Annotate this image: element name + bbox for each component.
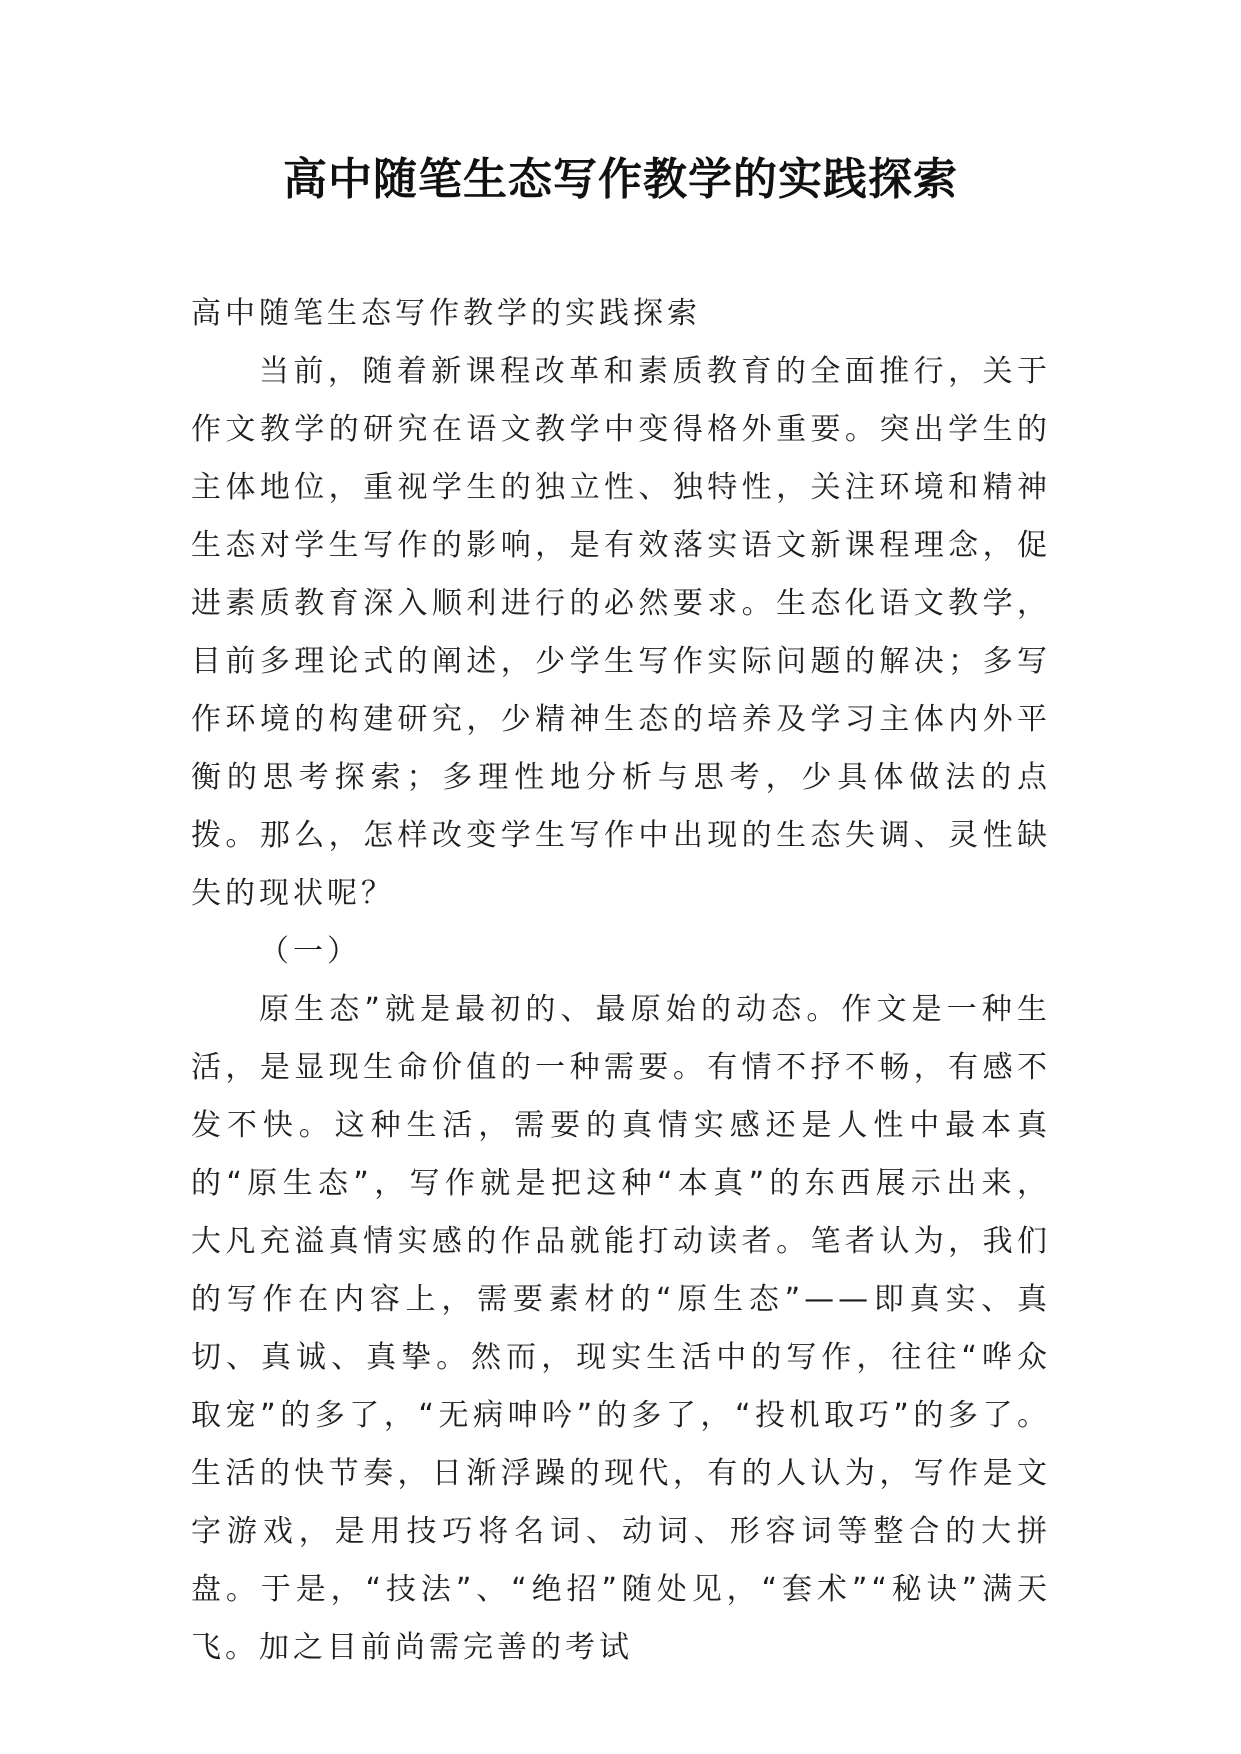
paragraph-original-ecology: 原生态”就是最初的、最原始的动态。作文是一种生活，是显现生命价值的一种需要。有情不抒不畅，有感不发不快。这种生活，需要的真情实感还是人性中最本真的“原生态”，写作就是把这种“本真”的东西展示出来，大凡充溢真情实感的作品就能打动读者。笔者认为，我们的写作在内容上，需要素材的“原生态”——即真实、真切、真诚、真挚。然而，现实生活中的写作，往往“哗众取宠”的多了，“无病呻吟”的多了，“投机取巧”的多了。生活的快节奏，日渐浮躁的现代，有的人认为，写作是文字游戏，是用技巧将名词、动词、形容词等整合的大拼盘。于是，“技法”、“绝招”随处见，“套术”“秘诀”满天飞。加之目前尚需完善的考试 bbox=[191, 992, 1051, 1665]
paragraph-intro: 当前，随着新课程改革和素质教育的全面推行，关于作文教学的研究在语文教学中变得格外重要。突出学生的主体地位，重视学生的独立性、独特性，关注环境和精神生态对学生写作的影响，是有效落实语文新课程理念，促进素质教育深入顺利进行的必然要求。生态化语文教学，目前多理论式的阐述，少学生写作实际问题的解决；多写作环境的构建研究，少精神生态的培养及学习主体内外平衡的思考探索；多理性地分析与思考，少具体做法的点拨。那么，怎样改变学生写作中出现的生态失调、灵性缺失的现状呢？ bbox=[191, 354, 1051, 911]
document-subtitle: 高中随笔生态写作教学的实践探索 bbox=[191, 296, 701, 331]
section-heading-one: （一） bbox=[259, 934, 361, 969]
document-body bbox=[191, 285, 1051, 1677]
document-title: 高中随笔生态写作教学的实践探索 bbox=[283, 154, 958, 205]
